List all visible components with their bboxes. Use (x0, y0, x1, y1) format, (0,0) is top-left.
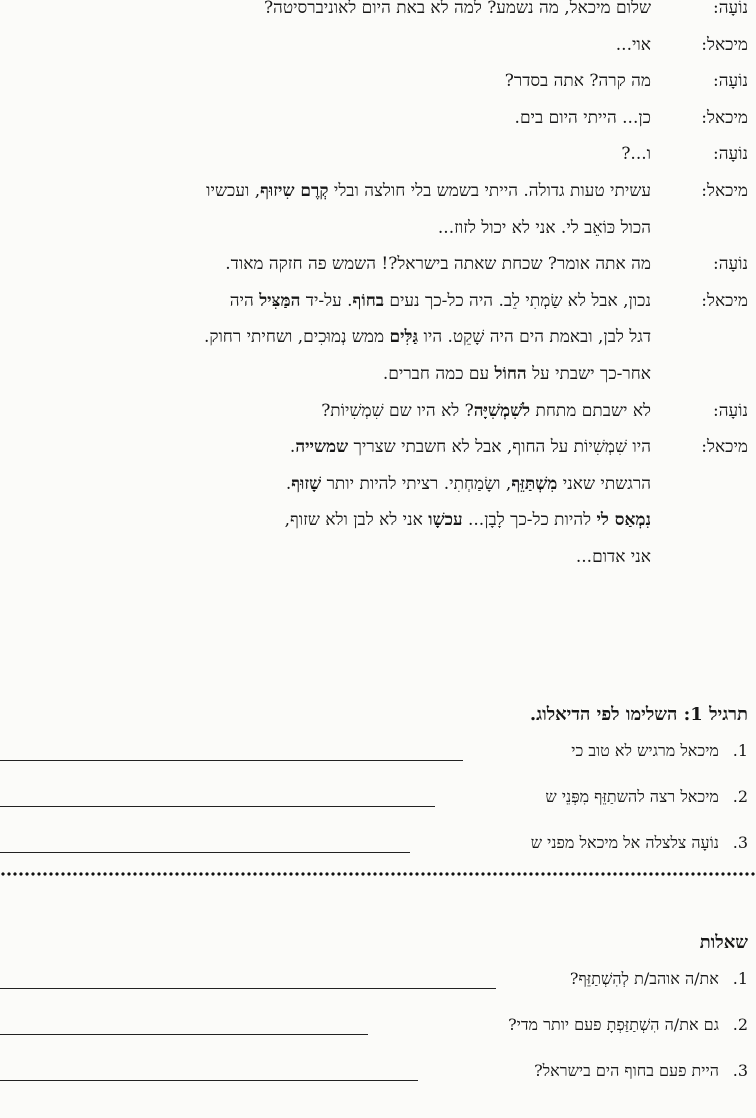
line-text: אחר-כך ישבתי על (526, 364, 651, 384)
line-text: . (289, 437, 296, 458)
dialogue-line (285, 508, 651, 532)
question-item (508, 1012, 748, 1038)
speaker-label: נוֹעָה: (712, 144, 748, 165)
dialogue-line (321, 399, 651, 423)
line-text: , ושָׂמַחְתִי. רציתי להיות יותר (321, 473, 512, 494)
highlighted-term: שָׁזוּף (291, 473, 322, 494)
line-text: מה קרה? אתה בסדר? (504, 71, 651, 92)
dialogue-line (230, 289, 651, 313)
highlighted-term: מִשְׁתַּזֵּף (511, 473, 558, 494)
answer-blank[interactable] (0, 760, 463, 761)
highlighted-term: בחוֹף (352, 290, 384, 311)
line-text: היה (229, 290, 260, 311)
highlighted-term: החוֹל (494, 364, 527, 384)
answer-blank[interactable] (0, 852, 410, 853)
line-text: להיות כל-כך לָבָן... (462, 510, 597, 531)
dialogue-line (204, 325, 651, 349)
line-text: עם כמה חברים. (382, 364, 495, 384)
dialogue-line (286, 472, 651, 496)
line-text: ? לא היו שם שִׁמְשִׁיוֹת? (321, 400, 474, 421)
line-text: , ועכשיו (206, 181, 261, 201)
item-text: את/ה אוהב/ת לְהִשְׁתַזֵּף? (569, 969, 719, 988)
exercise-item (545, 784, 748, 810)
speaker-label: מיכאל: (701, 437, 748, 458)
dotted-separator (0, 871, 756, 877)
line-text: כן... הייתי היום בים. (514, 107, 651, 128)
exercise-item (531, 830, 748, 856)
exercise-item (571, 738, 748, 764)
line-text: דגל לבן, ובאמת הים היה שָׁקֵט. היו (418, 327, 651, 348)
line-text: שלום מיכאל, מה נשמע? למה לא באת היום לאוניברסיטה? (263, 0, 651, 18)
item-number: 1. (732, 969, 748, 988)
item-text: גם את/ה הִשְׁתַזַּפְתָ פעם יותר מדי? (508, 1015, 719, 1034)
speaker-label: מיכאל: (701, 34, 748, 55)
item-number: 3. (732, 833, 748, 852)
speaker-label: מיכאל: (701, 181, 748, 201)
line-text: לא ישבתם מתחת (530, 400, 651, 421)
speaker-label: נוֹעָה: (712, 400, 748, 421)
line-text: היו שִׁמְשִׁיוֹת על החוף, אבל לא חשבתי שצריך (348, 437, 651, 458)
line-text: אני אדום... (575, 547, 651, 567)
speaker-label: מיכאל: (701, 107, 748, 128)
dialogue-line (505, 69, 651, 93)
questions-title: שאלות (699, 932, 748, 953)
highlighted-term: שמשייה (295, 437, 349, 458)
speaker-label: מיכאל: (701, 290, 748, 311)
item-number: 2. (732, 1015, 748, 1034)
line-text: . על-יד (300, 290, 353, 311)
answer-blank[interactable] (0, 1034, 368, 1035)
answer-blank[interactable] (0, 1080, 418, 1081)
highlighted-term: גַּלִּים (389, 327, 419, 348)
item-text: היית פעם בחוף הים בישראל? (534, 1061, 719, 1080)
answer-blank[interactable] (0, 988, 496, 989)
dialogue-line (576, 545, 651, 569)
line-text: נכון, אבל לא שַׂמְתִי לֵב. היה כל-כך נעים (383, 290, 651, 311)
dialogue-line (616, 33, 651, 57)
dialogue-line (206, 179, 651, 203)
item-text: מיכאל מרגיש לא טוב כי (571, 741, 719, 760)
question-item (534, 1058, 748, 1084)
line-text: עשיתי טעות גדולה. הייתי בשמש בלי חולצה ובלי (328, 181, 651, 201)
dialogue-line (290, 435, 651, 459)
dialogue-line (225, 252, 651, 276)
speaker-label: נוֹעָה: (712, 0, 748, 18)
highlighted-term: עכשָׁו (428, 510, 463, 531)
item-number: 2. (732, 787, 748, 806)
item-text: נוֹעָה צלצלה אל מיכאל מפני ש (530, 833, 719, 852)
answer-blank[interactable] (0, 806, 435, 807)
item-text: מיכאל רצה להשתַזֵּף מִפְּנֵי ש (545, 787, 719, 806)
speaker-label: נוֹעָה: (712, 254, 748, 275)
line-text: ו...? (621, 144, 651, 165)
dialogue-line (621, 142, 651, 166)
line-text: מה אתה אומר? שכחת שאתה בישראל?! השמש פה חזקה מאוד. (225, 254, 651, 275)
line-text: הכול כּוֹאֵב לי. אני לא יכול לזוז... (437, 217, 651, 238)
item-number: 1. (732, 741, 748, 760)
highlighted-term: נִמְאַס לי (596, 510, 651, 531)
line-text: ממש נְמוּכִים, ושחיתי רחוק. (203, 327, 390, 348)
question-item (570, 966, 748, 992)
line-text: אוי... (615, 34, 651, 55)
highlighted-term: המַּצִּיל (259, 290, 301, 311)
dialogue-line (264, 0, 651, 20)
exercise-title: תרגיל 1: השלימו לפי הדיאלוג. (529, 704, 748, 725)
line-text: הרגשתי שאני (557, 473, 651, 494)
line-text: . (285, 473, 292, 494)
dialogue-line (383, 362, 651, 386)
dialogue-line (515, 106, 651, 130)
speaker-label: נוֹעָה: (712, 71, 748, 92)
item-number: 3. (732, 1061, 748, 1080)
line-text: אני לא לבן ולא שזוף, (284, 510, 429, 531)
highlighted-term: קְרֶם שִיזוּף (260, 181, 329, 201)
highlighted-term: לשִׁמְשִׁיָּה (473, 400, 531, 421)
dialogue-line (438, 216, 651, 240)
